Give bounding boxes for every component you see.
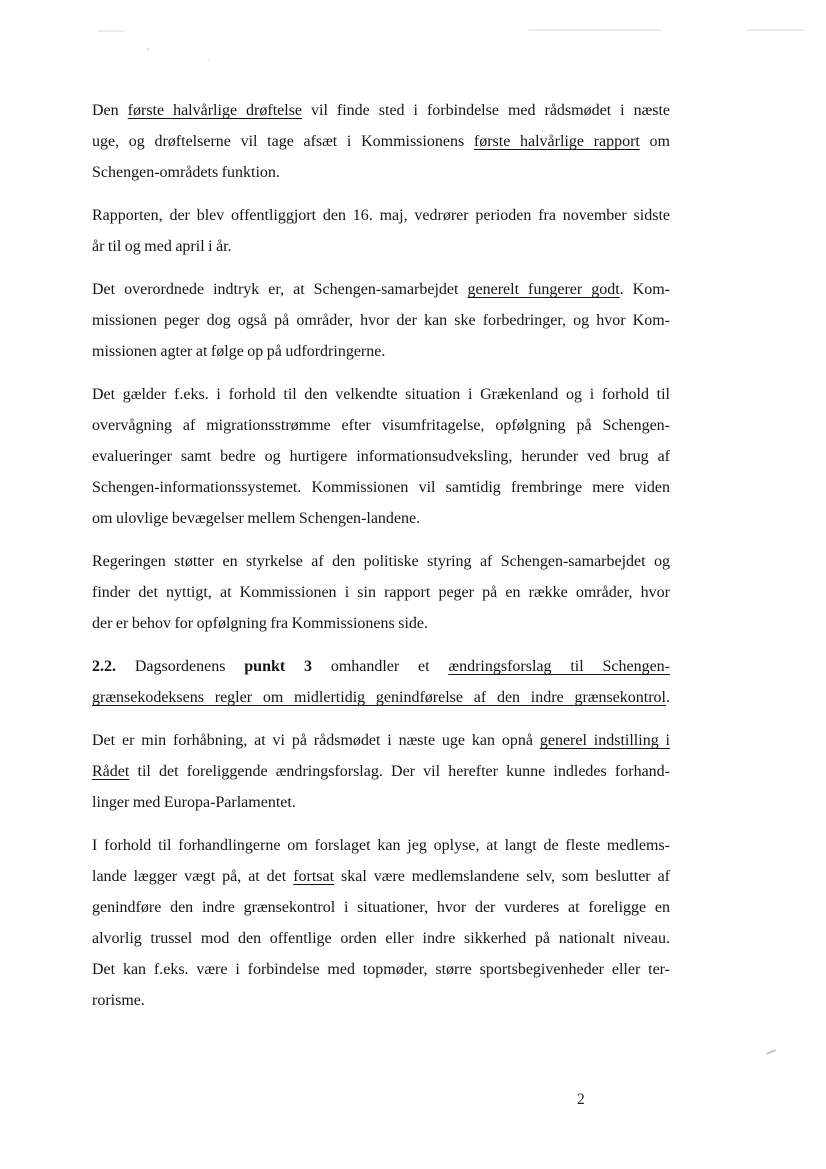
text-line: I forhold til forhandlingerne om forslaget kan jeg oplyse, at langt de fleste medlems- <box>92 837 670 854</box>
text-line: år til og med april i år. <box>92 238 232 255</box>
text-line: Det er min forhåbning, at vi på rådsmødet i næste uge kan opnå generel indstilling i <box>92 732 670 749</box>
text-line: evalueringer samt bedre og hurtigere informationsudveksling, herunder ved brug af <box>92 448 670 465</box>
text-line: lande lægger vægt på, at det fortsat skal være medlemslandene selv, som beslutter af <box>92 868 670 885</box>
paragraph <box>92 95 670 188</box>
text-line: Den første halvårlige drøftelse vil finde sted i forbindelse med rådsmødet i næste <box>92 102 670 119</box>
text-line: 2.2. Dagsordenens punkt 3 omhandler et ændringsforslag til Schengen- <box>92 658 670 675</box>
paragraph <box>92 379 670 534</box>
text-line: Schengen-områdets funktion. <box>92 164 280 181</box>
paragraph <box>92 651 670 713</box>
scan-streak <box>746 29 804 31</box>
text-line: linger med Europa-Parlamentet. <box>92 794 296 811</box>
text-line: Det gælder f.eks. i forhold til den velkendte situation i Grækenland og i forhold til <box>92 386 670 403</box>
scan-smudge-mark: ˌ <box>208 50 212 61</box>
text-line: om ulovlige bevægelser mellem Schengen-landene. <box>92 510 421 527</box>
text-line: rorisme. <box>92 992 145 1009</box>
scan-streak <box>98 30 124 32</box>
paragraph <box>92 274 670 367</box>
page-number: 2 <box>577 1091 585 1108</box>
text-line: genindføre den indre grænsekontrol i situationer, hvor der vurderes at foreligge en <box>92 899 670 916</box>
text-line: Rådet til det foreliggende ændringsforslag. Der vil herefter kunne indledes forhand- <box>92 763 670 780</box>
text-line: alvorlig trussel mod den offentlige orden eller indre sikkerhed på nationalt niveau. <box>92 930 670 947</box>
document-body <box>92 95 670 1028</box>
text-line: Det overordnede indtryk er, at Schengen-samarbejdet generelt fungerer godt. Kom- <box>92 281 670 298</box>
text-line: Regeringen støtter en styrkelse af den politiske styring af Schengen-samarbejdet og <box>92 553 670 570</box>
paragraph <box>92 725 670 818</box>
text-line: Det kan f.eks. være i forbindelse med topmøder, større sportsbegivenheder eller ter- <box>92 961 670 978</box>
text-line: grænsekodeksens regler om midlertidig genindførelse af den indre grænsekontrol. <box>92 689 670 706</box>
text-line: missionen agter at følge op på udfordringerne. <box>92 343 386 360</box>
text-line: missionen peger dog også på områder, hvor der kan ske forbedringer, og hvor Kom- <box>92 312 670 329</box>
paragraph <box>92 546 670 639</box>
scan-streak <box>528 29 662 31</box>
text-line: Schengen-informationssystemet. Kommissionen vil samtidig frembringe mere viden <box>92 479 670 496</box>
text-line: Rapporten, der blev offentliggjort den 16. maj, vedrører perioden fra november sidste <box>92 207 670 224</box>
text-line: overvågning af migrationsstrømme efter visumfritagelse, opfølgning på Schengen- <box>92 417 670 434</box>
text-line: der er behov for opfølgning fra Kommissionens side. <box>92 615 428 632</box>
scan-smudge-mark: ʻ <box>145 45 151 59</box>
text-line: finder det nyttigt, at Kommissionen i sin rapport peger på en række områder, hvor <box>92 584 670 601</box>
paragraph <box>92 830 670 1016</box>
text-line: uge, og drøftelserne vil tage afsæt i Kommissionens første halvårlige rapport om <box>92 133 670 150</box>
scan-dash <box>766 1049 776 1054</box>
paragraph <box>92 200 670 262</box>
